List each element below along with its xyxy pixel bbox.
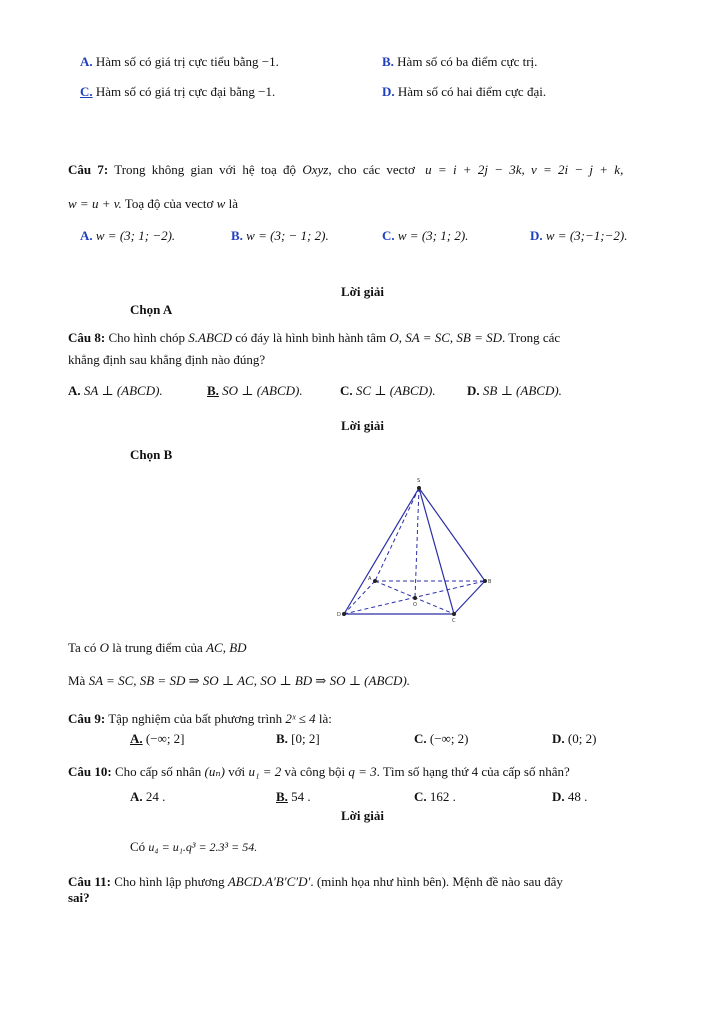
q10-option-c-label: C. <box>414 789 427 804</box>
edge-ad <box>344 581 375 614</box>
q10-text4: . Tìm số hạng thứ <box>376 764 469 779</box>
q10-option-b-text: 54 . <box>291 789 311 804</box>
sol8-line1-text2: là trung điểm của <box>112 640 203 655</box>
q8-pyramid: S.ABCD <box>188 330 232 345</box>
q7-u-def: u = i + 2j − 3k, <box>425 162 525 177</box>
q8-option-d[interactable] <box>467 383 562 399</box>
q8-label: Câu 8: <box>68 330 106 345</box>
q7-text4: là <box>228 196 238 211</box>
q11-cube: ABCD.A′B′C′D′ <box>227 874 311 889</box>
q9-option-b-label: B. <box>276 731 288 746</box>
q10-option-a-label: A. <box>130 789 143 804</box>
q7-text2: , cho các vectơ <box>328 162 415 177</box>
sol8-line2-math: SA = SC, SB = SD ⇒ SO ⊥ AC, SO ⊥ BD ⇒ SO ⊥ (ABCD). <box>88 673 411 688</box>
sol7-choice: Chọn A <box>130 302 173 317</box>
q8-o: O <box>389 330 399 345</box>
vertex-d <box>342 612 346 616</box>
q7-option-c[interactable] <box>382 228 468 244</box>
sol10-text: Có <box>130 839 146 854</box>
q7-w: w <box>216 196 226 211</box>
q8-option-c[interactable] <box>340 383 436 399</box>
edge-sc <box>419 488 454 614</box>
q8-option-d-text: SB ⊥ (ABCD). <box>482 383 562 398</box>
q10-option-b[interactable] <box>276 789 311 805</box>
q7-label: Câu 7: <box>68 162 109 177</box>
q8-option-a-text: SA ⊥ (ABCD). <box>83 383 163 398</box>
q9-option-c-text: (−∞; 2) <box>429 731 469 746</box>
q8-option-a[interactable] <box>68 383 163 399</box>
q6-option-c[interactable] <box>80 84 275 100</box>
vertex-o <box>413 596 417 600</box>
q11-stem-line2: sai? <box>68 890 90 905</box>
q9-option-b-text: [0; 2] <box>291 731 320 746</box>
q10-text1: Cho cấp số nhân <box>114 764 202 779</box>
q9-stem <box>68 711 332 727</box>
q6-option-b[interactable] <box>382 54 537 70</box>
q10-option-d[interactable] <box>552 789 587 805</box>
q9-option-d-label: D. <box>552 731 565 746</box>
sol8-title: Lời giải <box>341 418 384 433</box>
edge-sa <box>375 488 419 581</box>
q7-stem-line1 <box>68 162 623 178</box>
label-d: D <box>337 612 341 618</box>
q9-text: Tập nghiệm của bất phương trình <box>108 711 283 726</box>
sol8-line1-seg: AC, BD <box>206 640 247 655</box>
q10-option-c[interactable] <box>414 789 456 805</box>
q6-option-d-label: D. <box>382 84 395 99</box>
q6-option-d-text: Hàm số có hai điểm cực đại. <box>397 84 547 99</box>
sol8-choice: Chọn B <box>130 447 173 462</box>
q10-option-a[interactable] <box>130 789 165 805</box>
q9-ineq: 2ˣ ≤ 4 <box>285 711 316 726</box>
q9-option-c[interactable] <box>414 731 469 747</box>
q8-option-a-label: A. <box>68 383 81 398</box>
vertex-b <box>483 579 487 583</box>
sol10-title: Lời giải <box>341 808 384 823</box>
q6-option-c-label: C. <box>80 84 93 99</box>
q10-four: 4 <box>471 764 479 779</box>
q9-option-d-text: (0; 2) <box>567 731 597 746</box>
q7-w-def: w = u + v. <box>68 196 122 211</box>
q6-option-a-label: A. <box>80 54 93 69</box>
q8-option-b-label: B. <box>207 383 219 398</box>
q11-label: Câu 11: <box>68 874 111 889</box>
q7-text1: Trong không gian với hệ toạ độ <box>114 162 297 177</box>
q7-v-def: v = 2i − j + k, <box>530 162 624 177</box>
q6-option-a[interactable] <box>80 54 279 70</box>
label-a: A <box>368 576 372 582</box>
q8-eq: SA = SC, SB = SD <box>405 330 503 345</box>
q11-stem-line1 <box>68 874 563 890</box>
edge-sb <box>419 488 485 581</box>
q9-option-c-label: C. <box>414 731 427 746</box>
q6-option-d[interactable] <box>382 84 546 100</box>
q9-text2: là: <box>318 711 332 726</box>
q7-option-b-label: B. <box>231 228 243 243</box>
sol8-line2 <box>68 673 410 689</box>
q10-option-d-text: 48 . <box>567 789 588 804</box>
sol10-math: u₄ = u₁.q³ = 2.3³ = 54. <box>148 840 258 854</box>
q7-option-d[interactable] <box>530 228 627 244</box>
q10-q: q = 3 <box>348 764 377 779</box>
q10-stem <box>68 764 570 780</box>
q7-option-d-label: D. <box>530 228 543 243</box>
sol7-title: Lời giải <box>341 284 384 299</box>
label-c: C <box>452 618 456 624</box>
label-o: O <box>413 602 417 608</box>
q8-stem-line1 <box>68 330 560 346</box>
sol8-line1 <box>68 640 247 656</box>
q7-oxyz: Oxyz <box>302 162 329 177</box>
label-s: S <box>417 478 421 484</box>
q7-option-a-text: w = (3; 1; −2). <box>95 228 176 243</box>
q6-option-c-text: Hàm số có giá trị cực đại bằng −1. <box>95 84 276 99</box>
q8-option-b[interactable] <box>207 383 303 399</box>
q7-option-c-text: w = (3; 1; 2). <box>397 228 469 243</box>
q8-text3: , <box>398 330 403 345</box>
q7-option-b-text: w = (3; − 1; 2). <box>246 228 329 243</box>
q10-text5: của cấp số nhân? <box>481 764 570 779</box>
q10-seq: (uₙ) <box>204 764 225 779</box>
q8-text2: có đáy là hình bình hành tâm <box>235 330 387 345</box>
q10-option-d-label: D. <box>552 789 565 804</box>
q6-option-b-text: Hàm số có ba điểm cực trị. <box>397 54 538 69</box>
q10-option-c-text: 162 . <box>429 789 456 804</box>
q8-option-c-label: C. <box>340 383 353 398</box>
vertex-c <box>452 612 456 616</box>
q9-label: Câu 9: <box>68 711 106 726</box>
q10-text3: và công bội <box>284 764 346 779</box>
q7-text3: Toạ độ của vectơ <box>124 196 214 211</box>
sol8-line1-o: O <box>99 640 109 655</box>
q10-text2: với <box>228 764 246 779</box>
sol8-line2-text: Mà <box>68 673 86 688</box>
q7-option-c-label: C. <box>382 228 395 243</box>
label-b: B <box>488 579 492 585</box>
q8-option-c-text: SC ⊥ (ABCD). <box>355 383 436 398</box>
pyramid-figure <box>330 474 500 626</box>
q8-text1: Cho hình chóp <box>108 330 186 345</box>
sol10-line <box>130 839 257 855</box>
q8-option-d-label: D. <box>467 383 480 398</box>
q6-option-a-text: Hàm số có giá trị cực tiểu bằng −1. <box>95 54 279 69</box>
sol8-line1-text: Ta có <box>68 640 97 655</box>
q9-option-a[interactable] <box>130 731 185 747</box>
vertex-a <box>373 579 377 583</box>
q8-stem-line2: khẳng định sau khẳng định nào đúng? <box>68 352 266 367</box>
q10-label: Câu 10: <box>68 764 112 779</box>
vertex-s <box>417 486 421 490</box>
edge-cb <box>454 581 485 614</box>
q10-u1: u₁ = 2 <box>248 764 282 779</box>
q8-option-b-text: SO ⊥ (ABCD). <box>222 383 303 398</box>
q9-option-a-text: (−∞; 2] <box>145 731 185 746</box>
q11-text2: . (minh họa như hình bên). Mệnh đề nào sau đây <box>310 874 563 889</box>
q10-option-a-text: 24 . <box>145 789 166 804</box>
q9-option-a-label: A. <box>130 731 143 746</box>
q7-option-a-label: A. <box>80 228 93 243</box>
q6-option-b-label: B. <box>382 54 394 69</box>
q7-option-b[interactable] <box>231 228 329 244</box>
q8-text4: . Trong các <box>502 330 561 345</box>
q9-option-b[interactable] <box>276 731 320 747</box>
q9-option-d[interactable] <box>552 731 596 747</box>
q7-option-d-text: w = (3;−1;−2). <box>545 228 628 243</box>
q10-option-b-label: B. <box>276 789 288 804</box>
q7-option-a[interactable] <box>80 228 175 244</box>
q11-text1: Cho hình lập phương <box>114 874 225 889</box>
q7-stem-line2 <box>68 196 238 212</box>
